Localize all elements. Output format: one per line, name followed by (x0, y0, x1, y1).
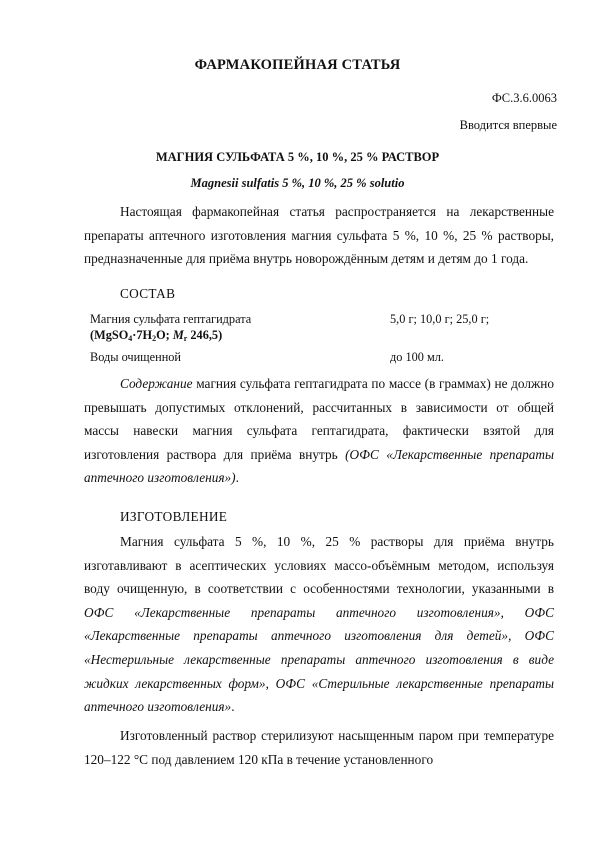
document-heading: ФАРМАКОПЕЙНАЯ СТАТЬЯ (194, 57, 401, 73)
status-note: Вводится впервые (459, 118, 557, 132)
composition-section-title: СОСТАВ (120, 286, 176, 301)
sterilization-text: Изготовленный раствор стерилизуют насыщенным паром при температуре 120–122 °С под давлением 120 кПа в течение установленного (84, 728, 554, 767)
title-russian: МАГНИЯ СУЛЬФАТА 5 %, 10 %, 25 % РАСТВОР (155, 150, 440, 164)
monograph-code: ФС.3.6.0063 (491, 91, 557, 105)
composition-item-1-formula: ($MgSO_4\cdot 7H_2O$; $M_r$ 246,5) (90, 328, 223, 343)
content-lead: Содержание (120, 376, 193, 391)
manufacture-text: Магния сульфата 5 %, 10 %, 25 % растворы для приёма внутрь изготавливают в асептических условиях массо-объёмным методом, используя воду очищенную, в соответствии с особенностями технологии, указанными в (84, 534, 554, 597)
title-latin: Magnesii sulfatis 5 %, 10 %, 25 % solutio (190, 176, 405, 190)
composition-item-2-value: до 100 мл. (390, 350, 444, 364)
content-text: магния сульфата гептагидрата по массе (в граммах) не должно превышать допустимых отклонений, рассчитанных в зависимости от общей массы навески магния сульфата гептагидрата, фактически взятой для изготовления раствора для приёма внутрь (84, 376, 554, 462)
manufacture-paragraph-2 (84, 724, 554, 771)
composition-item-1-name (90, 311, 251, 343)
composition-item-2-name: Воды очищенной (90, 350, 182, 364)
reference-4: ОФС «Стерильные лекарственные препараты аптечного изготовления» (84, 675, 554, 715)
intro-paragraph (84, 200, 554, 271)
content-reference: (ОФС «Лекарственные препараты аптечного изготовления») (84, 446, 555, 486)
content-paragraph: Содержание магния сульфата гептагидрата по массе (в граммах) не должно превышать допустимых отклонений, рассчитанных в зависимости от общей массы навески магния сульфата гептагидрата, фактически взятой для изготовления раствора для приёма внутрь (ОФС «Лекарственные препараты аптечного изготовления»). (84, 376, 555, 486)
composition-item-1-label: Магния сульфата гептагидрата (90, 312, 252, 326)
manufacture-section-title: ИЗГОТОВЛЕНИЕ (120, 509, 228, 524)
reference-1: ОФС «Лекарственные препараты аптечного изготовления» (84, 604, 501, 620)
intro-text: Настоящая фармакопейная статья распространяется на лекарственные препараты аптечного изготовления магния сульфата 5 %, 10 %, 25 % растворы, предназначенные для приёма внутрь новорождённым детям и детям до 1 года. (84, 204, 554, 267)
composition-item-1-value: 5,0 г; 10,0 г; 25,0 г; (390, 312, 490, 326)
reference-3: ОФС «Нестерильные лекарственные препараты аптечного изготовления в виде жидких лекарственных форм» (84, 628, 554, 691)
manufacture-paragraph-1: Магния сульфата 5 %, 10 %, 25 % растворы для приёма внутрь изготавливают в асептических условиях массо-объёмным методом, используя воду очищенную, в соответствии с особенностями технологии, указанными в ОФС «Лекарственные препараты аптечного изготовления», ОФС «Лекарственные препараты аптечного изготовления для детей», ОФС «Нестерильные лекарственные препараты аптечного изготовления в виде жидких лекарственных форм», ОФС «Стерильные лекарственные препараты аптечного изготовления». (84, 534, 554, 715)
reference-2: ОФС «Лекарственные препараты аптечного изготовления для детей» (84, 604, 554, 644)
